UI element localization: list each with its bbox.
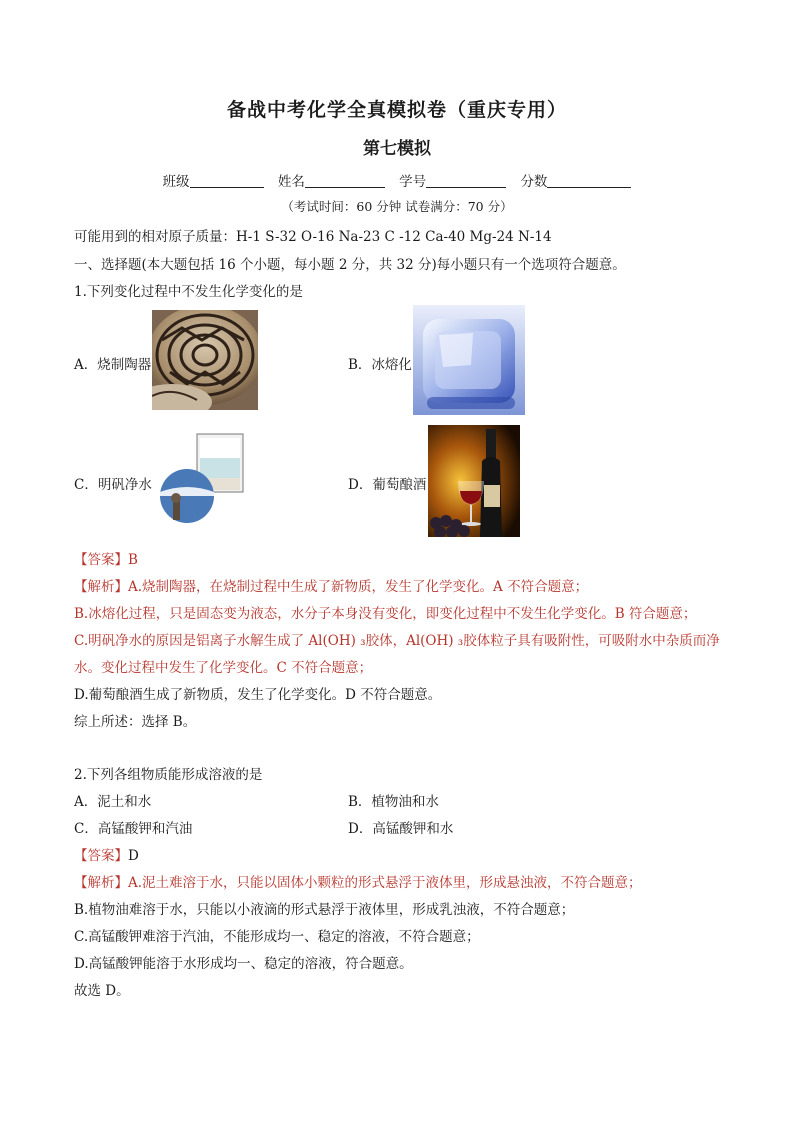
wine-image [428,425,520,537]
q1-analysis-label: 【解析】 [74,579,128,595]
q1-option-d: D．葡萄酿酒 [348,477,427,493]
field-score-blank[interactable] [547,173,631,188]
q1-analysis-2: B.冰熔化过程，只是固态变为液态，水分子本身没有变化，即变化过程中不发生化学变化。B 符合题意； [74,606,697,622]
q1-answer [74,548,138,568]
q2-option-d: D．高锰酸钾和水 [348,821,454,837]
field-class-label: 班级 [162,174,190,190]
q1-analysis-1: 【解析】A.烧制陶器，在烧制过程中生成了新物质，发生了化学变化。A 不符合题意； [74,579,589,595]
page-subtitle: 第七模拟 [363,139,431,159]
exam-time: （考试时间：60 分钟 试卷满分：70 分） [281,199,513,214]
q2-option-b: B．植物油和水 [348,794,439,810]
q2-answer [74,844,139,864]
field-id-blank[interactable] [426,173,506,188]
q1-answer-label: 【答案】 [74,552,128,568]
field-id-label: 学号 [399,174,427,190]
field-class-blank[interactable] [190,173,264,188]
student-info-row [0,170,794,190]
q1-option-b: B．冰熔化 [348,357,412,373]
q1-option-c: C．明矾净水 [74,477,152,493]
q2-analysis-1: 【解析】A.泥土难溶于水，只能以固体小颗粒的形式悬浮于液体里，形成悬浊液，不符合题意； [74,875,642,891]
q1-analysis-4: 水。变化过程中发生了化学变化。C 不符合题意； [74,660,373,676]
alum-water-image [159,432,247,524]
q2-summary: 故选 D。 [74,983,130,999]
ice-cube-image [413,305,525,415]
q1-stem: 1.下列变化过程中不发生化学变化的是 [74,284,303,300]
q1-answer-value: B [128,552,138,568]
section-heading: 一、选择题(本大题包括 16 个小题，每小题 2 分，共 32 分)每小题只有一个选项符合题意。 [74,257,626,273]
field-score-label: 分数 [520,174,548,190]
q2-analysis-3: C.高锰酸钾难溶于汽油，不能形成均一、稳定的溶液，不符合题意； [74,929,480,945]
q2-option-a: A．泥土和水 [74,794,152,810]
field-name-label: 姓名 [277,174,305,190]
q1-summary: 综上所述：选择 B。 [74,714,197,730]
q2-answer-value: D [128,848,139,864]
q1-option-a: A．烧制陶器 [74,357,152,373]
field-name-blank[interactable] [305,173,385,188]
q2-analysis-label: 【解析】 [74,875,128,891]
q1-analysis-5: D.葡萄酿酒生成了新物质，发生了化学变化。D 不符合题意。 [74,687,442,703]
q2-stem: 2.下列各组物质能形成溶液的是 [74,767,263,783]
pottery-image [152,310,258,410]
page-title: 备战中考化学全真模拟卷（重庆专用） [226,99,567,121]
q2-answer-label: 【答案】 [74,848,128,864]
q2-analysis-4: D.高锰酸钾能溶于水形成均一、稳定的溶液，符合题意。 [74,956,413,972]
q1-analysis-3: C.明矾净水的原因是铝离子水解生成了 Al(OH) ₃胶体，Al(OH) ₃胶体粒子具有吸附性，可吸附水中杂质而净 [74,633,720,649]
atomic-masses: 可能用到的相对原子质量：H-1 S-32 O-16 Na-23 C -12 Ca-40 Mg-24 N-14 [74,229,552,245]
q2-analysis-2: B.植物油难溶于水，只能以小液滴的形式悬浮于液体里，形成乳浊液，不符合题意； [74,902,575,918]
q2-option-c: C．高锰酸钾和汽油 [74,821,193,837]
